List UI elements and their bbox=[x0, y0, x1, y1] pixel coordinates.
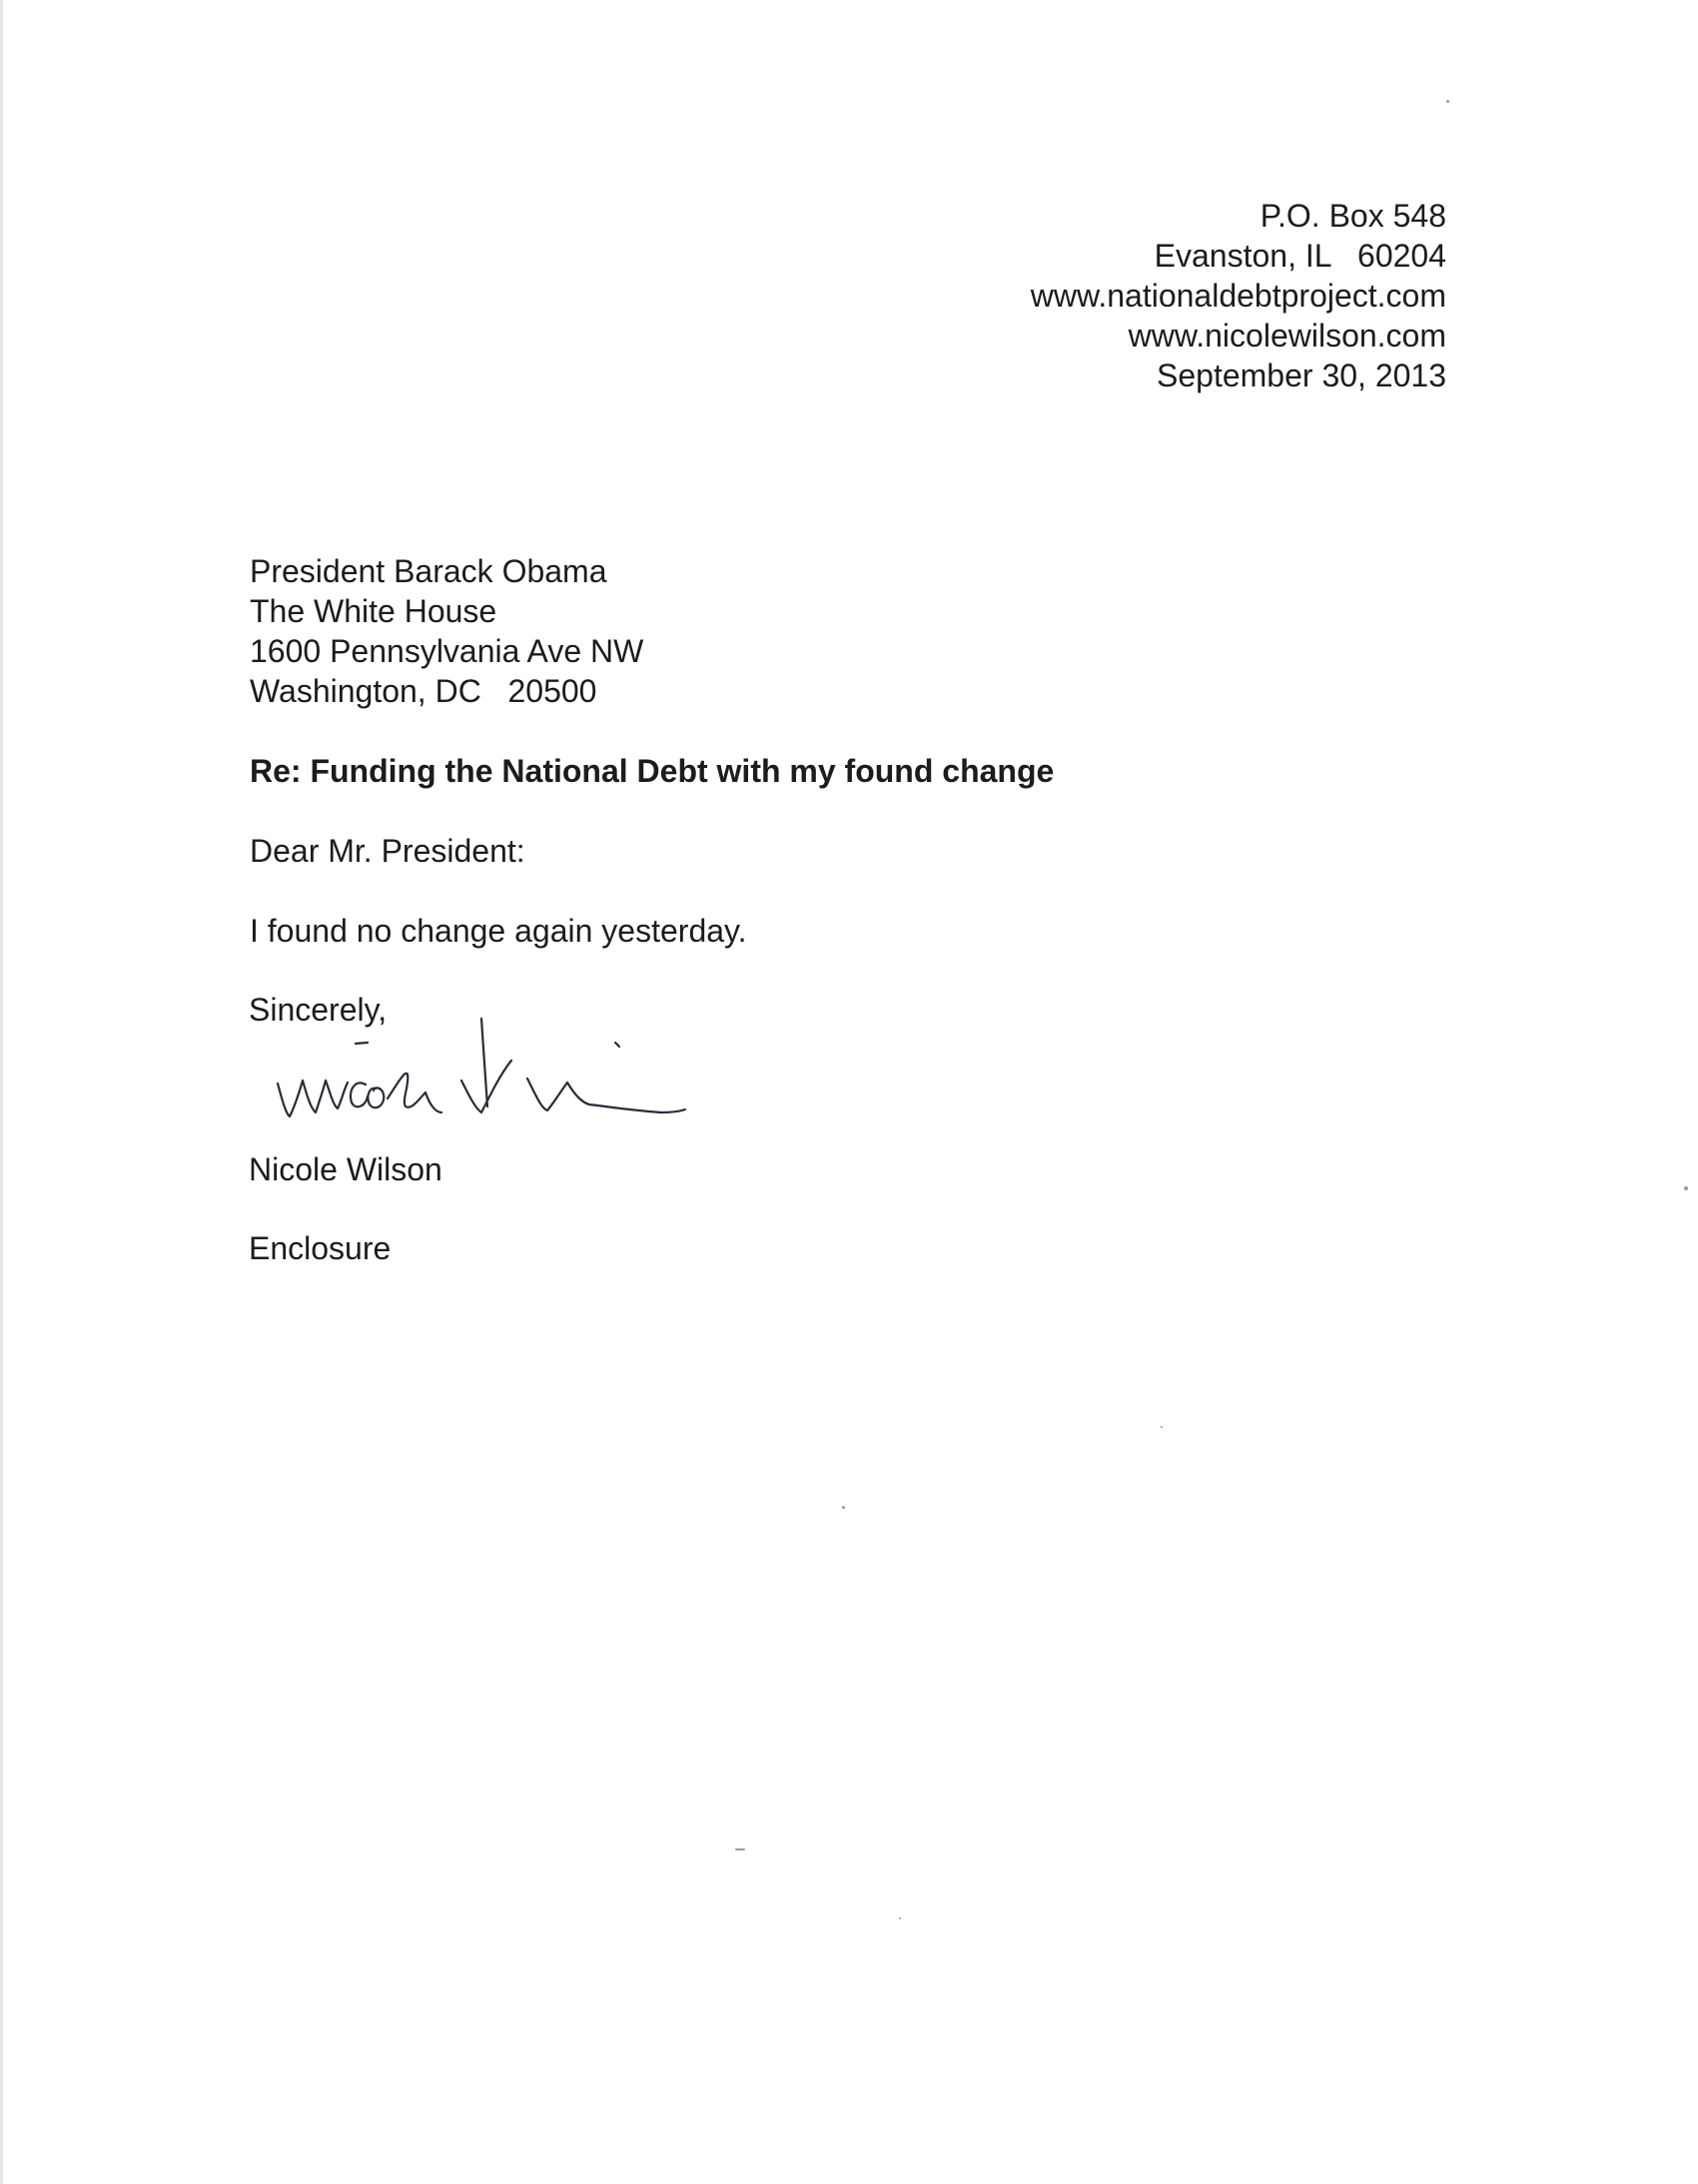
letter-date: September 30, 2013 bbox=[1157, 358, 1446, 393]
page-edge bbox=[0, 0, 3, 2184]
return-address-line-city: Evanston, IL 60204 bbox=[1154, 238, 1446, 274]
scan-speck bbox=[842, 1506, 845, 1509]
return-address-line-po-box: P.O. Box 548 bbox=[1260, 198, 1446, 234]
return-address-line-website-2: www.nicolewilson.com bbox=[1128, 318, 1446, 354]
scan-speck bbox=[899, 1917, 901, 1919]
recipient-address-block bbox=[250, 551, 643, 711]
return-address-block bbox=[1031, 196, 1446, 395]
handwritten-signature bbox=[270, 1009, 709, 1138]
closing: Sincerely, bbox=[249, 992, 388, 1028]
recipient-line-street: 1600 Pennsylvania Ave NW bbox=[250, 633, 644, 669]
recipient-line-organization: The White House bbox=[250, 593, 497, 629]
signer-name: Nicole Wilson bbox=[249, 1151, 442, 1187]
return-address-line-website-1: www.nationaldebtproject.com bbox=[1030, 278, 1446, 314]
scan-speck bbox=[1684, 1186, 1688, 1190]
letter-body: I found no change again yesterday. bbox=[250, 913, 747, 949]
scan-speck bbox=[1446, 100, 1449, 103]
recipient-line-city: Washington, DC 20500 bbox=[250, 673, 597, 709]
salutation: Dear Mr. President: bbox=[250, 833, 525, 869]
subject-line: Re: Funding the National Debt with my found change bbox=[250, 753, 1055, 789]
enclosure-note: Enclosure bbox=[249, 1230, 392, 1266]
scan-speck bbox=[735, 1848, 745, 1850]
recipient-name: President Barack Obama bbox=[250, 553, 607, 589]
scan-speck bbox=[1161, 1426, 1163, 1428]
